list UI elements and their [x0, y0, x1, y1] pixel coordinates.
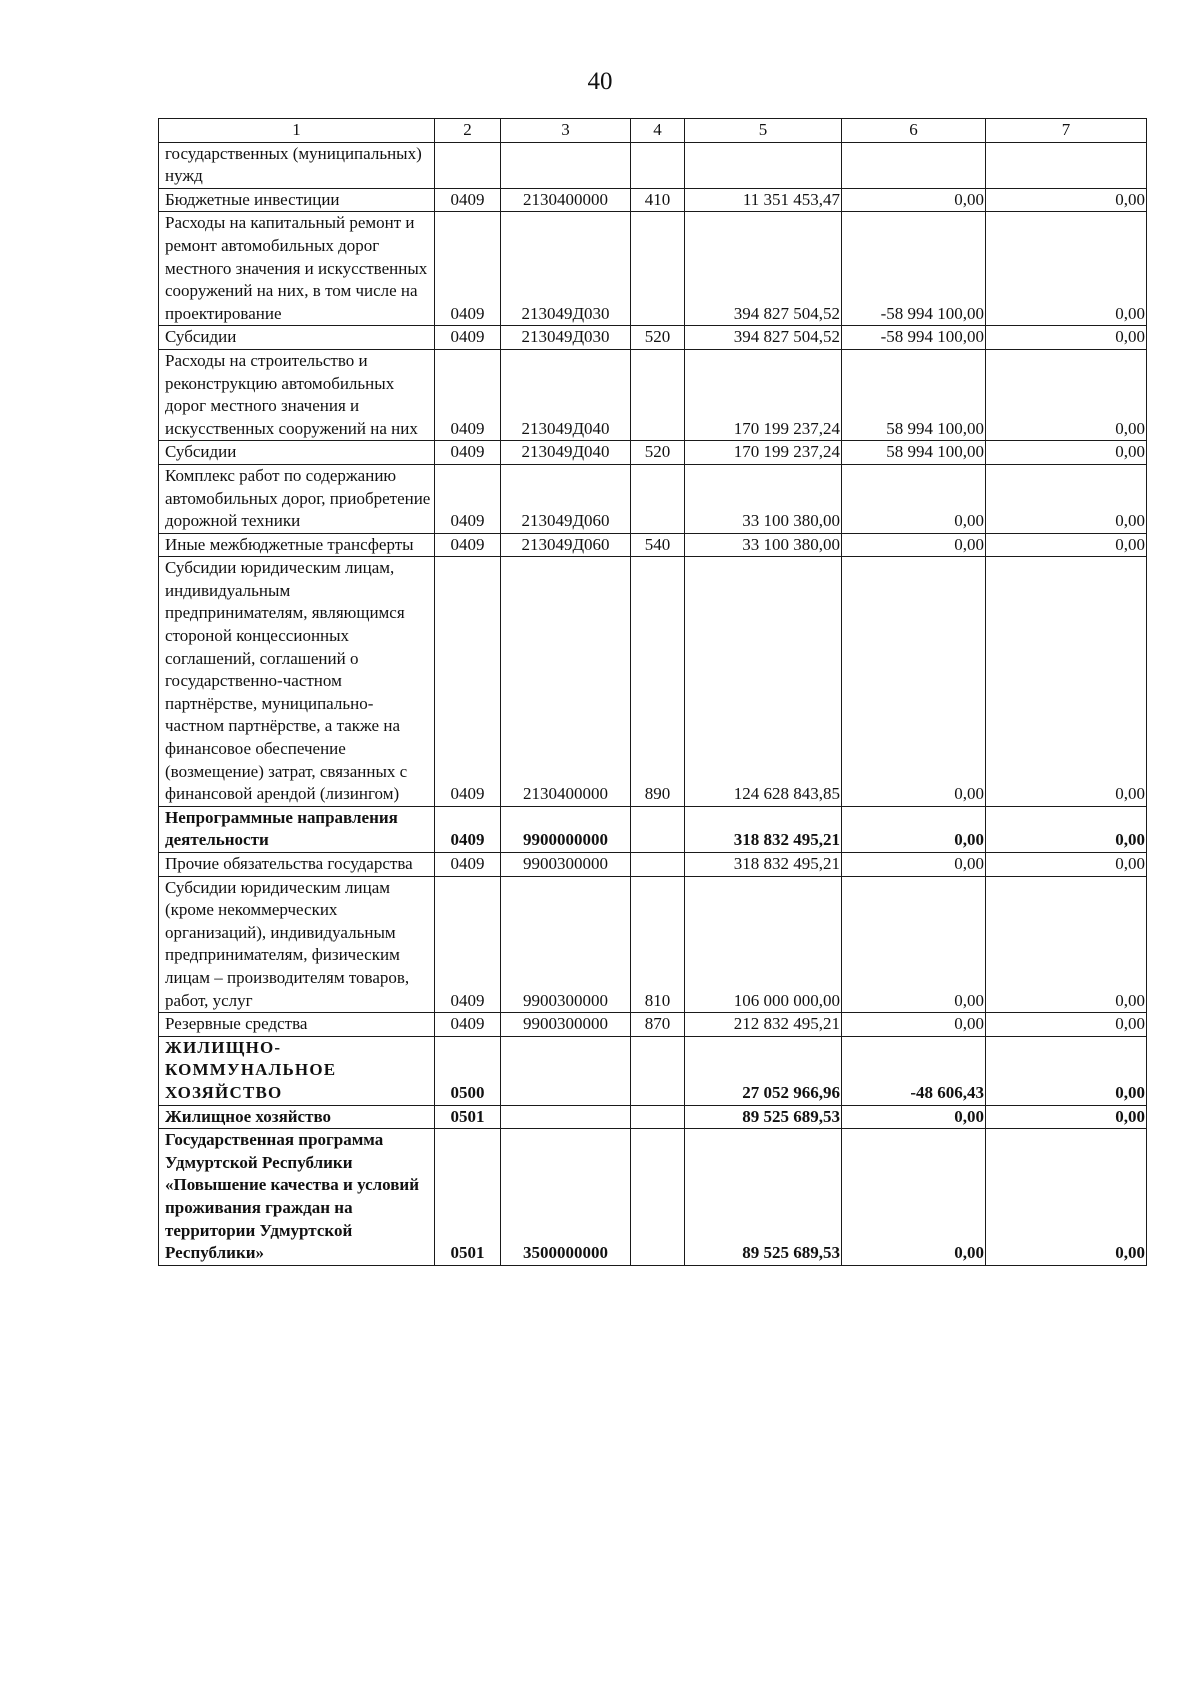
- row-name-cell: Государственная программа Удмуртской Республики «Повышение качества и условий проживания граждан на территории Удмуртской Республики»: [159, 1129, 435, 1266]
- row-name-cell: государственных (муниципальных) нужд: [159, 142, 435, 188]
- row-section-cell: 0409: [435, 806, 501, 852]
- row-amount-cell: 318 832 495,21: [685, 853, 842, 877]
- row-col7-cell: 0,00: [986, 806, 1147, 852]
- row-target-cell: 213049Д040: [501, 441, 631, 465]
- row-amount-cell: 27 052 966,96: [685, 1036, 842, 1105]
- table-row: [159, 853, 1147, 877]
- row-target-cell: 213049Д030: [501, 326, 631, 350]
- row-name-cell: Иные межбюджетные трансферты: [159, 533, 435, 557]
- row-change-cell: 0,00: [842, 1105, 986, 1129]
- row-col7-cell: 0,00: [986, 464, 1147, 533]
- table-header-row: [159, 119, 1147, 143]
- row-change-cell: 0,00: [842, 1013, 986, 1037]
- row-section-cell: 0409: [435, 1013, 501, 1037]
- row-type-cell: [631, 464, 685, 533]
- row-change-cell: 0,00: [842, 1129, 986, 1266]
- table-row: [159, 876, 1147, 1013]
- row-target-cell: 2130400000: [501, 188, 631, 212]
- row-name-cell: Субсидии: [159, 441, 435, 465]
- row-name-cell: Расходы на строительство и реконструкцию автомобильных дорог местного значения и искусственных сооружений на них: [159, 349, 435, 440]
- row-change-cell: 58 994 100,00: [842, 349, 986, 440]
- row-amount-cell: 170 199 237,24: [685, 441, 842, 465]
- row-name-cell: Жилищное хозяйство: [159, 1105, 435, 1129]
- row-name-cell: Комплекс работ по содержанию автомобильных дорог, приобретение дорожной техники: [159, 464, 435, 533]
- table-row: [159, 1036, 1147, 1105]
- row-type-cell: [631, 349, 685, 440]
- row-name-cell: Субсидии юридическим лицам (кроме некоммерческих организаций), индивидуальным предпринимателям, физическим лицам – производителям товаров, работ, услуг: [159, 876, 435, 1013]
- row-type-cell: [631, 212, 685, 326]
- table-row: [159, 806, 1147, 852]
- table-row: [159, 557, 1147, 807]
- row-name-cell: ЖИЛИЩНО-КОММУНАЛЬНОЕ ХОЗЯЙСТВО: [159, 1036, 435, 1105]
- table-row: [159, 349, 1147, 440]
- row-change-cell: 0,00: [842, 853, 986, 877]
- row-target-cell: 2130400000: [501, 557, 631, 807]
- row-target-cell: 213049Д060: [501, 464, 631, 533]
- table-row: [159, 142, 1147, 188]
- row-change-cell: 0,00: [842, 557, 986, 807]
- row-type-cell: [631, 1105, 685, 1129]
- row-col7-cell: 0,00: [986, 876, 1147, 1013]
- row-change-cell: -58 994 100,00: [842, 212, 986, 326]
- row-change-cell: 0,00: [842, 533, 986, 557]
- row-name-cell: Субсидии: [159, 326, 435, 350]
- row-amount-cell: 170 199 237,24: [685, 349, 842, 440]
- row-target-cell: [501, 1105, 631, 1129]
- row-amount-cell: 212 832 495,21: [685, 1013, 842, 1037]
- row-col7-cell: 0,00: [986, 349, 1147, 440]
- row-type-cell: [631, 1036, 685, 1105]
- row-section-cell: 0409: [435, 212, 501, 326]
- row-name-cell: Прочие обязательства государства: [159, 853, 435, 877]
- row-col7-cell: 0,00: [986, 326, 1147, 350]
- row-target-cell: 9900300000: [501, 876, 631, 1013]
- row-type-cell: 540: [631, 533, 685, 557]
- row-target-cell: 9900300000: [501, 853, 631, 877]
- row-type-cell: [631, 1129, 685, 1266]
- row-change-cell: -58 994 100,00: [842, 326, 986, 350]
- budget-table: [158, 118, 1147, 1266]
- row-col7-cell: [986, 142, 1147, 188]
- row-amount-cell: [685, 142, 842, 188]
- page-number: 40: [587, 68, 613, 95]
- row-change-cell: 58 994 100,00: [842, 441, 986, 465]
- column-header-2: 2: [435, 119, 501, 143]
- row-amount-cell: 124 628 843,85: [685, 557, 842, 807]
- row-type-cell: [631, 853, 685, 877]
- row-target-cell: 213049Д040: [501, 349, 631, 440]
- row-target-cell: 213049Д060: [501, 533, 631, 557]
- column-header-4: 4: [631, 119, 685, 143]
- row-type-cell: [631, 142, 685, 188]
- row-amount-cell: 318 832 495,21: [685, 806, 842, 852]
- table-row: [159, 464, 1147, 533]
- row-col7-cell: 0,00: [986, 212, 1147, 326]
- row-change-cell: 0,00: [842, 876, 986, 1013]
- row-section-cell: 0409: [435, 533, 501, 557]
- row-name-cell: Расходы на капитальный ремонт и ремонт автомобильных дорог местного значения и искусственных сооружений на них, в том числе на проектирование: [159, 212, 435, 326]
- row-amount-cell: 89 525 689,53: [685, 1105, 842, 1129]
- row-amount-cell: 33 100 380,00: [685, 533, 842, 557]
- row-col7-cell: 0,00: [986, 1036, 1147, 1105]
- row-target-cell: 213049Д030: [501, 212, 631, 326]
- table-row: [159, 326, 1147, 350]
- column-header-7: 7: [986, 119, 1147, 143]
- row-type-cell: [631, 806, 685, 852]
- column-header-3: 3: [501, 119, 631, 143]
- row-change-cell: -48 606,43: [842, 1036, 986, 1105]
- row-name-cell: Субсидии юридическим лицам, индивидуальным предпринимателям, являющимся стороной концессионных соглашений, соглашений о государственно-частном партнёрстве, муниципально-частном партнёрстве, а также на финансовое обеспечение (возмещение) затрат, связанных с финансовой арендой (лизингом): [159, 557, 435, 807]
- row-section-cell: 0501: [435, 1129, 501, 1266]
- row-change-cell: [842, 142, 986, 188]
- table-row: [159, 212, 1147, 326]
- row-target-cell: 9900300000: [501, 1013, 631, 1037]
- row-amount-cell: 394 827 504,52: [685, 326, 842, 350]
- table-row: [159, 1105, 1147, 1129]
- row-section-cell: [435, 142, 501, 188]
- row-name-cell: Резервные средства: [159, 1013, 435, 1037]
- row-amount-cell: 394 827 504,52: [685, 212, 842, 326]
- row-type-cell: 410: [631, 188, 685, 212]
- table-row: [159, 441, 1147, 465]
- row-col7-cell: 0,00: [986, 441, 1147, 465]
- row-name-cell: Бюджетные инвестиции: [159, 188, 435, 212]
- row-col7-cell: 0,00: [986, 188, 1147, 212]
- row-section-cell: 0409: [435, 441, 501, 465]
- row-section-cell: 0409: [435, 853, 501, 877]
- row-section-cell: 0409: [435, 326, 501, 350]
- row-amount-cell: 106 000 000,00: [685, 876, 842, 1013]
- row-target-cell: 3500000000: [501, 1129, 631, 1266]
- row-section-cell: 0409: [435, 188, 501, 212]
- row-section-cell: 0501: [435, 1105, 501, 1129]
- row-section-cell: 0500: [435, 1036, 501, 1105]
- row-type-cell: 520: [631, 326, 685, 350]
- row-col7-cell: 0,00: [986, 1013, 1147, 1037]
- row-amount-cell: 89 525 689,53: [685, 1129, 842, 1266]
- row-target-cell: [501, 142, 631, 188]
- row-col7-cell: 0,00: [986, 1105, 1147, 1129]
- row-change-cell: 0,00: [842, 464, 986, 533]
- row-section-cell: 0409: [435, 349, 501, 440]
- column-header-5: 5: [685, 119, 842, 143]
- row-amount-cell: 11 351 453,47: [685, 188, 842, 212]
- row-name-cell: Непрограммные направления деятельности: [159, 806, 435, 852]
- row-type-cell: 870: [631, 1013, 685, 1037]
- row-col7-cell: 0,00: [986, 853, 1147, 877]
- table-row: [159, 533, 1147, 557]
- row-col7-cell: 0,00: [986, 1129, 1147, 1266]
- column-header-6: 6: [842, 119, 986, 143]
- table-row: [159, 188, 1147, 212]
- row-target-cell: [501, 1036, 631, 1105]
- row-amount-cell: 33 100 380,00: [685, 464, 842, 533]
- row-col7-cell: 0,00: [986, 557, 1147, 807]
- row-target-cell: 9900000000: [501, 806, 631, 852]
- row-section-cell: 0409: [435, 464, 501, 533]
- row-type-cell: 520: [631, 441, 685, 465]
- table-row: [159, 1129, 1147, 1266]
- column-header-1: 1: [159, 119, 435, 143]
- row-type-cell: 890: [631, 557, 685, 807]
- budget-table-body: [159, 119, 1147, 1266]
- row-section-cell: 0409: [435, 876, 501, 1013]
- row-change-cell: 0,00: [842, 806, 986, 852]
- row-change-cell: 0,00: [842, 188, 986, 212]
- row-section-cell: 0409: [435, 557, 501, 807]
- row-type-cell: 810: [631, 876, 685, 1013]
- row-col7-cell: 0,00: [986, 533, 1147, 557]
- table-row: [159, 1013, 1147, 1037]
